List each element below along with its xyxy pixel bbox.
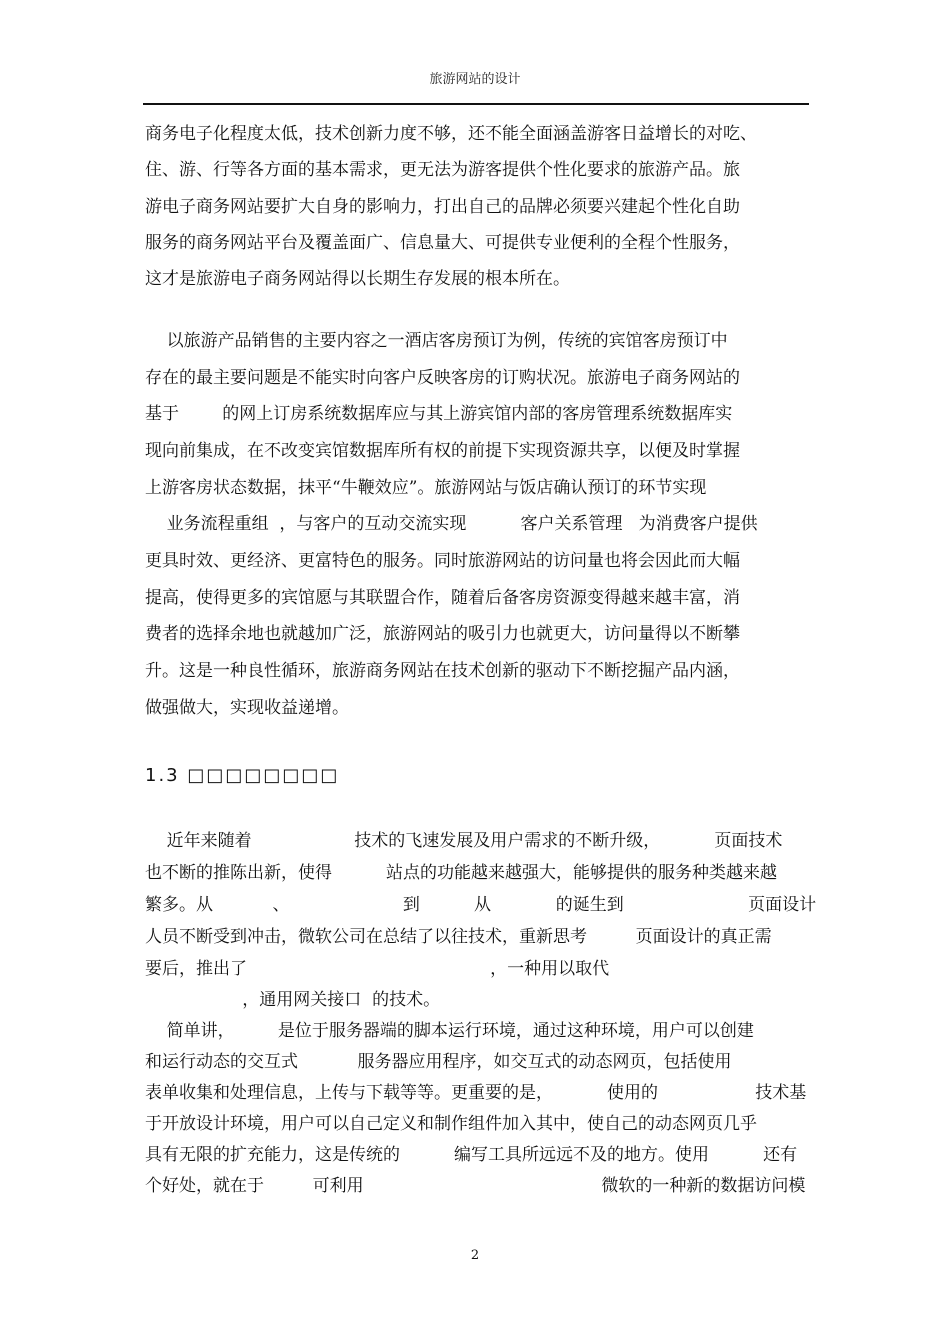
paragraph-4-line: 具有无限的扩充能力，这是传统的 编写工具所远远不及的地方。使用 还有: [145, 1145, 798, 1165]
section-heading: 1.3 □□□□□□□□: [145, 765, 340, 786]
paragraph-3-line: ，通用网关接口 的技术。: [145, 990, 441, 1010]
paragraph-4-line: 和运行动态的交互式 服务器应用程序，如交互式的动态网页，包括使用: [145, 1052, 732, 1072]
paragraph-1-line: 服务的商务网站平台及覆盖面广、信息量大、可提供专业便利的全程个性服务，: [145, 233, 740, 253]
paragraph-4-line: 个好处，就在于 可利用 微软的一种新的数据访问模: [145, 1176, 806, 1196]
paragraph-2-line: 上游客房状态数据，抹平“牛鞭效应”。旅游网站与饭店确认预订的环节实现: [145, 478, 707, 498]
running-header: 旅游网站的设计: [429, 72, 521, 87]
paragraph-2-line: 以旅游产品销售的主要内容之一酒店客房预订为例，传统的宾馆客房预订中: [145, 331, 728, 351]
paragraph-3-line: 要后，推出了 ，一种用以取代: [145, 959, 610, 979]
paragraph-3-line: 人员不断受到冲击，微软公司在总结了以往技术，重新思考 页面设计的真正需: [145, 927, 772, 947]
paragraph-2-line: 提高，使得更多的宾馆愿与其联盟合作，随着后备客房资源变得越来越丰富，消: [145, 588, 740, 608]
paragraph-3-line: 也不断的推陈出新，使得 站点的功能越来越强大，能够提供的服务种类越来越: [145, 863, 778, 883]
paragraph-1-line: 住、游、行等各方面的基本需求，更无法为游客提供个性化要求的旅游产品。旅: [145, 160, 740, 180]
paragraph-2-line: 现向前集成，在不改变宾馆数据库所有权的前提下实现资源共享，以便及时掌握: [145, 441, 740, 461]
paragraph-2-line: 升。这是一种良性循环，旅游商务网站在技术创新的驱动下不断挖掘产品内涵，: [145, 661, 740, 681]
paragraph-2-line: 费者的选择余地也就越加广泛，旅游网站的吸引力也就更大，访问量得以不断攀: [145, 624, 740, 644]
paragraph-2-line: 业务流程重组 ，与客户的互动交流实现 客户关系管理 为消费客户提供: [145, 514, 758, 534]
paragraph-1-line: 商务电子化程度太低，技术创新力度不够，还不能全面涵盖游客日益增长的对吃、: [145, 124, 757, 144]
page-number: 2: [470, 1248, 480, 1263]
paragraph-2-line: 更具时效、更经济、更富特色的服务。同时旅游网站的访问量也将会因此而大幅: [145, 551, 740, 571]
paragraph-2-line: 存在的最主要问题是不能实时向客户反映客房的订购状况。旅游电子商务网站的: [145, 368, 740, 388]
paragraph-2-line: 做强做大，实现收益递增。: [145, 698, 349, 718]
paragraph-2-line: 基于 的网上订房系统数据库应与其上游宾馆内部的客房管理系统数据库实: [145, 404, 733, 424]
paragraph-4-line: 于开放设计环境，用户可以自己定义和制作组件加入其中，使自己的动态网页几乎: [145, 1114, 757, 1134]
paragraph-4-line: 表单收集和处理信息，上传与下载等等。更重要的是， 使用的 技术基: [145, 1083, 807, 1103]
paragraph-1-line: 这才是旅游电子商务网站得以长期生存发展的根本所在。: [145, 269, 570, 289]
header-rule: [143, 103, 809, 105]
paragraph-4-line: 简单讲， 是位于服务器端的脚本运行环境，通过这种环境，用户可以创建: [145, 1021, 754, 1041]
paragraph-3-line: 近年来随着 技术的飞速发展及用户需求的不断升级， 页面技术: [145, 831, 783, 851]
paragraph-1-line: 游电子商务网站要扩大自身的影响力，打出自己的品牌必须要兴建起个性化自助: [145, 197, 740, 217]
paragraph-3-line: 繁多。从 、 到 从 的诞生到 页面设计: [145, 895, 817, 915]
